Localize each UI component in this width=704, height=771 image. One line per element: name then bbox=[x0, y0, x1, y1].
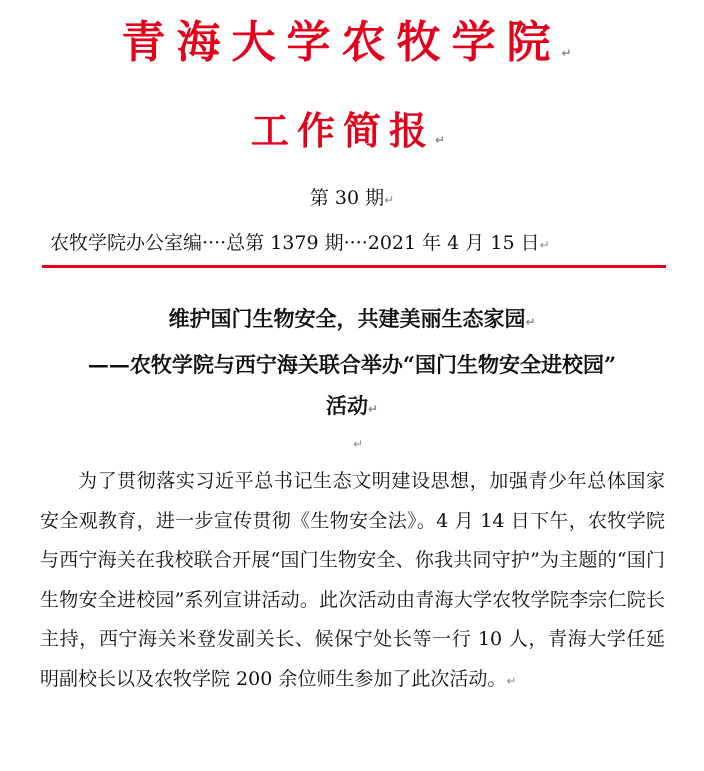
paragraph-mark-icon: ↵ bbox=[353, 437, 364, 451]
article-headline: 维护国门生物安全，共建美丽生态家园↵ bbox=[168, 306, 536, 331]
paragraph-mark-icon: ↵ bbox=[367, 402, 379, 416]
paragraph-mark-icon: ↵ bbox=[434, 133, 454, 147]
header-divider bbox=[42, 265, 666, 268]
paragraph-mark-icon: ↵ bbox=[506, 673, 517, 688]
brief-title: 工作简报↵ bbox=[250, 108, 454, 153]
org-title: 青海大学农牧学院↵ bbox=[121, 17, 583, 68]
paragraph-mark-icon: ↵ bbox=[539, 238, 550, 252]
article-subheadline: ——农牧学院与西宁海关联合举办“国门生物安全进校园” bbox=[87, 352, 617, 377]
article-subheadline-continued: 活动↵ bbox=[325, 393, 379, 418]
paragraph-mark-icon: ↵ bbox=[384, 193, 395, 207]
paragraph-mark-icon: ↵ bbox=[561, 46, 583, 60]
publication-meta: 农牧学院办公室编····总第 1379 期····2021 年 4 月 15 日↵ bbox=[50, 232, 550, 254]
article-body: 为了贯彻落实习近平总书记生态文明建设思想，加强青少年总体国家安全观教育，进一步宣传贯彻《生物安全法》。4 月 14 日下午，农牧学院与西宁海关在我校联合开展“国门生物安全、你我共同守护”为主题的“国门生物安全进校园”系列宣讲活动。此次活动由青海大学农牧学院李宗仁院长主持，西宁海关米登发副关长、候保宁处长等一行 10 人，青海大学任延明副校长以及农牧学院 200 余位师生参加了此次活动。↵ bbox=[40, 470, 665, 690]
paragraph-mark-icon: ↵ bbox=[525, 315, 536, 329]
issue-number: 第 30 期↵ bbox=[309, 187, 395, 209]
